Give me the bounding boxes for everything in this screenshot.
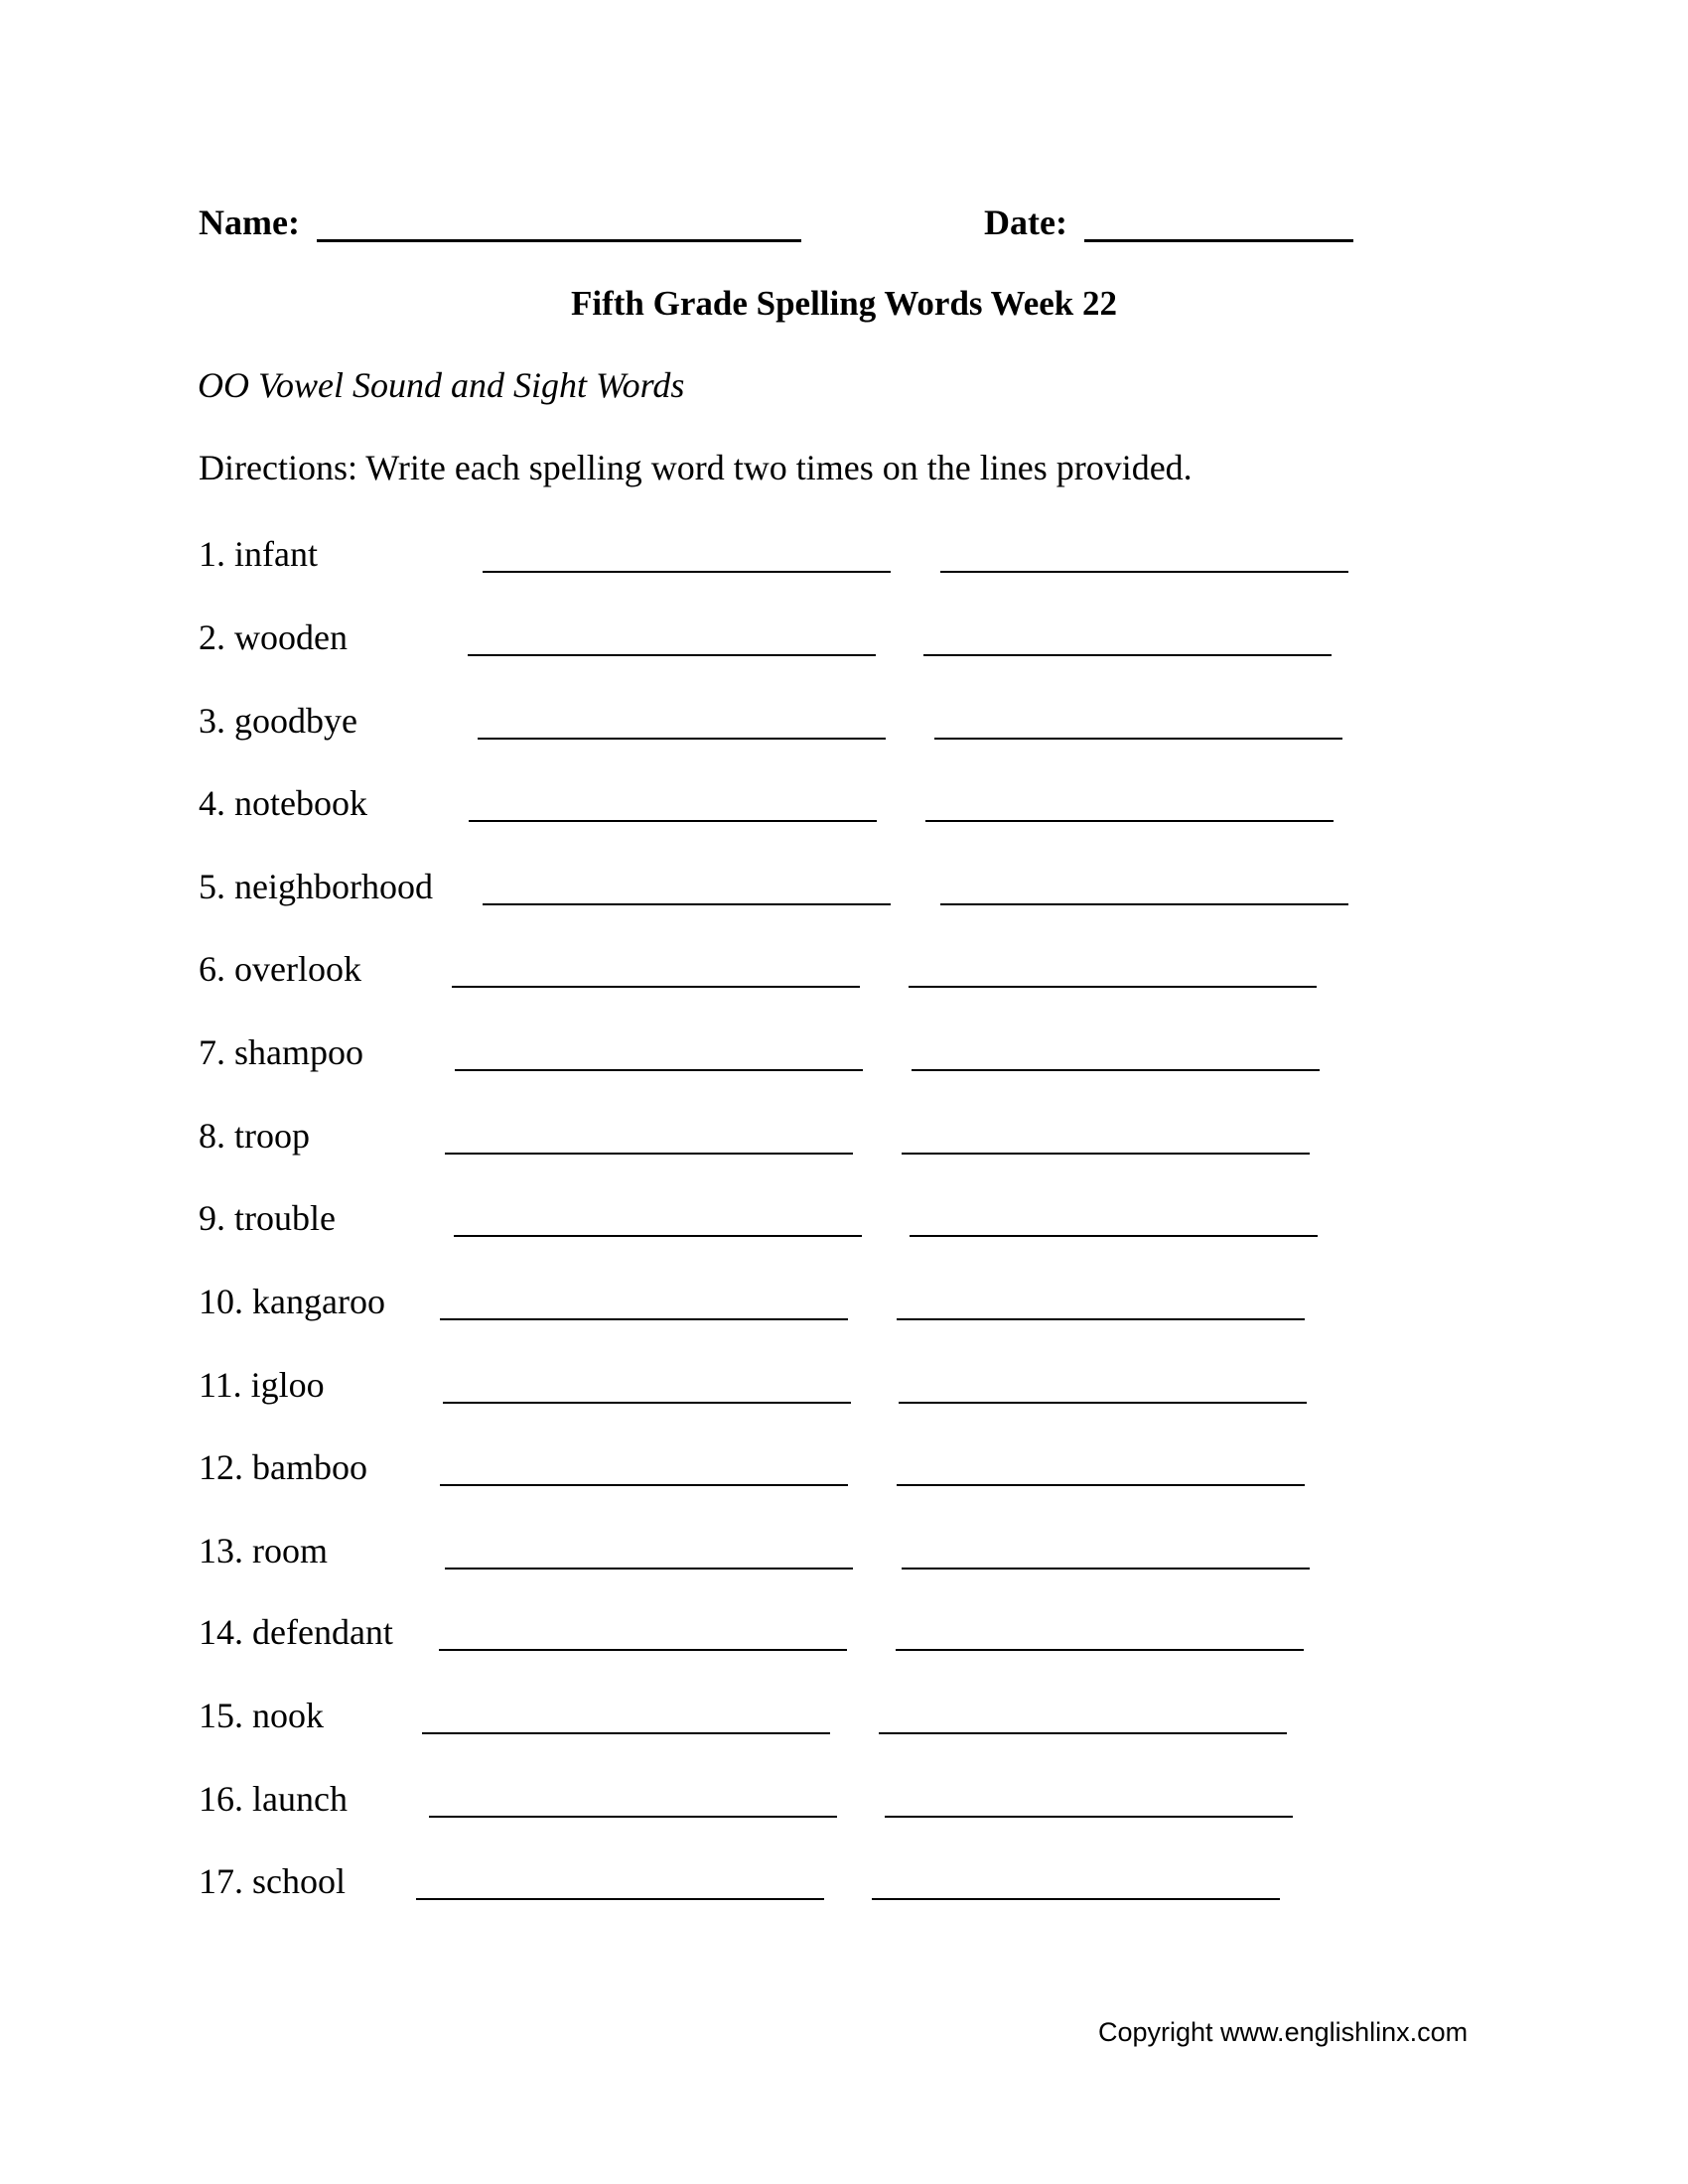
spelling-word-label: 11. igloo <box>199 1365 325 1405</box>
worksheet-subtitle: OO Vowel Sound and Sight Words <box>198 365 685 405</box>
name-label: Name: <box>199 203 300 242</box>
write-line-2[interactable] <box>885 1816 1293 1818</box>
spelling-word-label: 10. kangaroo <box>199 1282 385 1321</box>
spelling-word-label: 1. infant <box>199 534 318 574</box>
spelling-word-label: 8. troop <box>199 1116 310 1156</box>
write-line-2[interactable] <box>872 1898 1280 1900</box>
write-line-1[interactable] <box>440 1484 848 1486</box>
write-line-2[interactable] <box>897 1318 1305 1320</box>
name-field-line[interactable] <box>317 239 801 242</box>
spelling-word-label: 7. shampoo <box>199 1032 363 1072</box>
spelling-word-label: 17. school <box>199 1861 346 1901</box>
write-line-2[interactable] <box>934 738 1342 740</box>
directions-text: Directions: Write each spelling word two times on the lines provided. <box>199 448 1193 487</box>
write-line-2[interactable] <box>897 1484 1305 1486</box>
write-line-2[interactable] <box>925 820 1334 822</box>
worksheet-title: Fifth Grade Spelling Words Week 22 <box>570 284 1118 323</box>
write-line-2[interactable] <box>909 986 1317 988</box>
write-line-2[interactable] <box>923 654 1332 656</box>
spelling-word-label: 9. trouble <box>199 1198 336 1238</box>
write-line-1[interactable] <box>443 1402 851 1404</box>
write-line-1[interactable] <box>416 1898 824 1900</box>
spelling-word-label: 13. room <box>199 1531 328 1570</box>
write-line-1[interactable] <box>455 1069 863 1071</box>
write-line-2[interactable] <box>940 571 1348 573</box>
write-line-2[interactable] <box>912 1069 1320 1071</box>
write-line-1[interactable] <box>440 1318 848 1320</box>
spelling-word-label: 14. defendant <box>199 1612 393 1652</box>
write-line-2[interactable] <box>879 1732 1287 1734</box>
write-line-1[interactable] <box>483 571 891 573</box>
write-line-1[interactable] <box>439 1649 847 1651</box>
write-line-2[interactable] <box>940 903 1348 905</box>
write-line-2[interactable] <box>899 1402 1307 1404</box>
date-field-line[interactable] <box>1084 239 1353 242</box>
spelling-word-label: 12. bamboo <box>199 1447 367 1487</box>
write-line-1[interactable] <box>422 1732 830 1734</box>
spelling-word-label: 5. neighborhood <box>199 867 433 906</box>
write-line-2[interactable] <box>902 1568 1310 1570</box>
spelling-word-label: 4. notebook <box>199 783 367 823</box>
write-line-1[interactable] <box>469 820 877 822</box>
spelling-word-label: 6. overlook <box>199 949 361 989</box>
copyright-footer: Copyright www.englishlinx.com <box>1098 2017 1469 2047</box>
write-line-1[interactable] <box>454 1235 862 1237</box>
write-line-1[interactable] <box>429 1816 837 1818</box>
write-line-1[interactable] <box>478 738 886 740</box>
write-line-1[interactable] <box>445 1153 853 1155</box>
write-line-2[interactable] <box>910 1235 1318 1237</box>
write-line-1[interactable] <box>468 654 876 656</box>
spelling-word-label: 3. goodbye <box>199 701 357 741</box>
spelling-word-label: 15. nook <box>199 1696 324 1735</box>
write-line-2[interactable] <box>902 1153 1310 1155</box>
write-line-1[interactable] <box>445 1568 853 1570</box>
spelling-word-label: 16. launch <box>199 1779 348 1819</box>
spelling-word-label: 2. wooden <box>199 617 348 657</box>
write-line-1[interactable] <box>483 903 891 905</box>
write-line-1[interactable] <box>452 986 860 988</box>
write-line-2[interactable] <box>896 1649 1304 1651</box>
date-label: Date: <box>984 203 1067 242</box>
